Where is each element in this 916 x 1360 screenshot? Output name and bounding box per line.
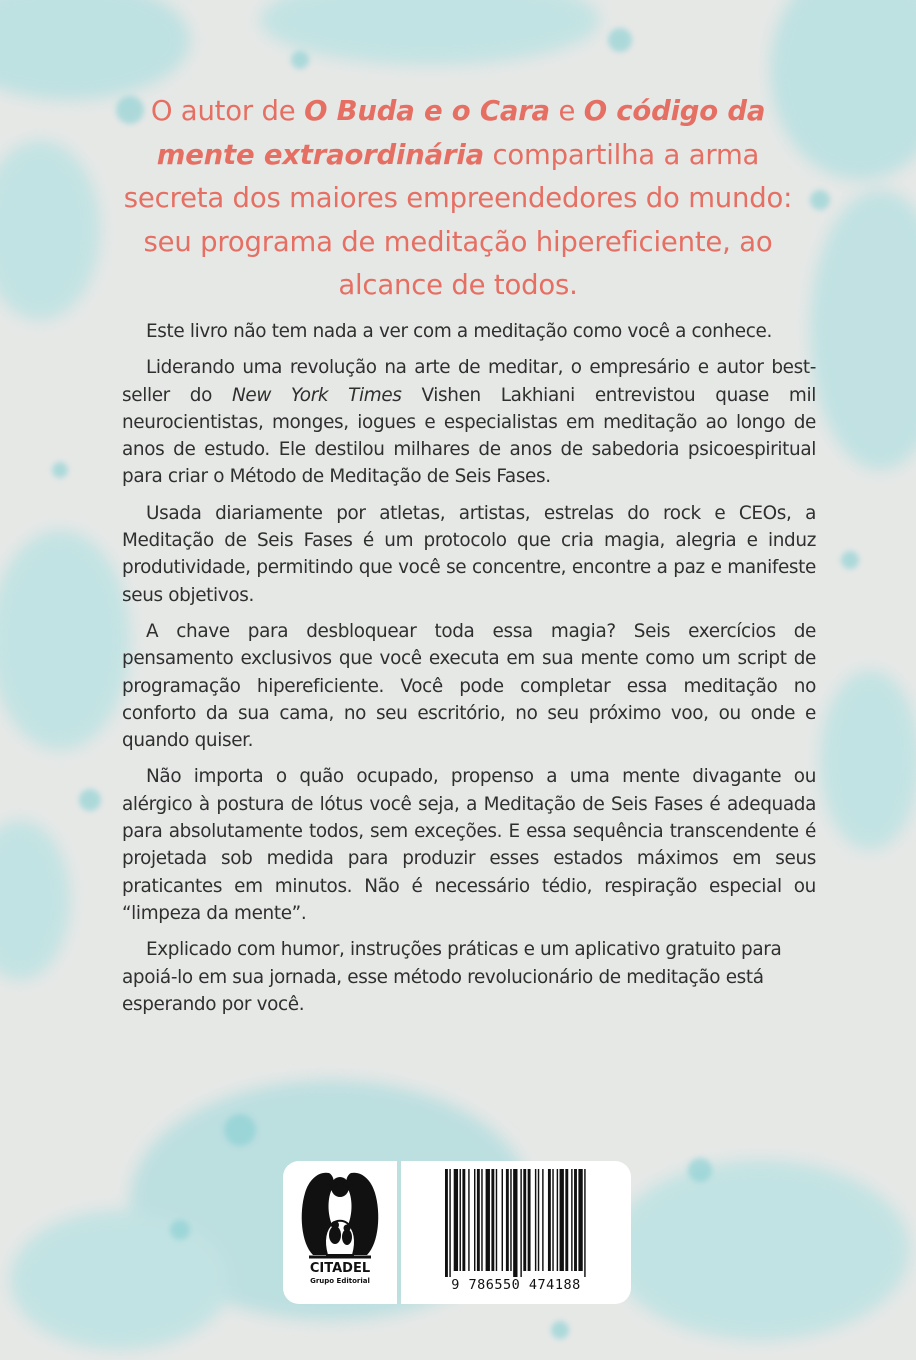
- headline-book-title-1: O Buda e o Cara: [304, 95, 550, 127]
- barcode-icon: [401, 1161, 631, 1277]
- barcode-bar: [548, 1169, 551, 1271]
- barcode-bar: [584, 1169, 585, 1277]
- paragraph-5: Não importa o quão ocupado, propenso a uma mente divagante ou alérgico à postura de lótus você seja, a Meditação de Seis Fases é adequada para absolutamente todos, sem exceções. E essa sequência transcendente é projetada sob medida para produzir esses estados máximos em seus praticantes em minutos. Não é necessário tédio, respiração especial ou “limpeza da mente”.: [122, 766, 816, 924]
- barcode-bar: [445, 1169, 448, 1277]
- publisher-logo-box: [283, 1161, 397, 1304]
- barcode-bar: [538, 1169, 539, 1271]
- barcode-bar: [460, 1169, 461, 1271]
- penguins-logo-icon: [283, 1163, 397, 1263]
- barcode-bar: [462, 1169, 465, 1271]
- barcode-bar: [574, 1169, 577, 1271]
- headline-part-2: e: [549, 95, 584, 127]
- barcode-bar: [535, 1169, 536, 1271]
- barcode-bar: [468, 1169, 469, 1271]
- barcode-bar: [542, 1169, 543, 1271]
- paragraph-2-part-b: Vishen Lakhiani entrevistou quase mil neurocientistas, monges, iogues e especialistas em meditação ao longo de anos de estudo. Ele destilou milhares de anos de sabedoria psicoespiritual para criar o Método de Meditação de Seis Fases.: [122, 384, 816, 488]
- barcode-bar: [491, 1169, 494, 1271]
- barcode-bar: [454, 1169, 458, 1271]
- publisher-name: CITADEL: [309, 1261, 371, 1276]
- barcode-bar: [560, 1169, 564, 1271]
- barcode-bar: [578, 1169, 582, 1271]
- barcode-bar: [486, 1169, 490, 1271]
- paragraph-1: Este livro não tem nada a ver com a meditação como você a conhece.: [146, 321, 772, 342]
- barcode-bar: [571, 1169, 572, 1271]
- body-text: [122, 318, 816, 1027]
- headline-book-title-2: O código da mente extraordinária: [156, 95, 766, 171]
- paragraph-6: Explicado com humor, instruções práticas e um aplicativo gratuito para apoiá-lo em sua jornada, esse método revolucionário de meditação está esperando por você.: [122, 939, 782, 1015]
- paragraph-3: Usada diariamente por atletas, artistas, estrelas do rock e CEOs, a Meditação de Seis Fases é um protocolo que cria magia, alegria e induz produtividade, permitindo que você se concentre, encontre a paz e manifeste seus objetivos.: [122, 502, 816, 606]
- barcode-bar: [565, 1169, 568, 1271]
- barcode-bar: [557, 1169, 558, 1271]
- newspaper-title: New York Times: [231, 384, 402, 406]
- barcode-bar: [528, 1169, 531, 1271]
- headline-part-1: O autor de: [150, 95, 305, 127]
- headline-part-3: compartilha a arma secreta dos maiores empreendedores do mundo: seu programa de meditação hipereficiente, ao alcance de todos.: [123, 138, 793, 301]
- paragraph-2-part-a: Liderando uma revolução na arte de meditar, o empresário e autor best-seller do: [122, 357, 816, 406]
- barcode-bar: [496, 1169, 497, 1271]
- headline: [120, 90, 796, 308]
- barcode-bar: [481, 1169, 482, 1271]
- isbn-number: 9 786550 474188: [451, 1277, 581, 1293]
- barcode-bar: [474, 1169, 475, 1271]
- barcode-bar: [523, 1169, 526, 1271]
- barcode-bar: [552, 1169, 553, 1271]
- barcode-bar: [506, 1169, 509, 1271]
- barcode-bar: [513, 1169, 517, 1277]
- barcode-bar: [510, 1169, 511, 1271]
- paragraph-4: A chave para desbloquear toda essa magia? Seis exercícios de pensamento exclusivos que você executa em sua mente como um script de programação hipereficiente. Você pode completar essa meditação no conforto da sua cama, no seu escritório, no seu próximo voo, ou onde e quando quiser.: [122, 620, 816, 752]
- paragraph-2: [122, 354, 816, 490]
- publisher-imprint: Grupo Editorial: [310, 1277, 370, 1285]
- barcode-bar: [520, 1169, 521, 1277]
- barcode-bar: [502, 1169, 503, 1271]
- barcode-bar: [477, 1169, 480, 1271]
- barcode-box: [401, 1161, 631, 1304]
- barcode-bar: [449, 1169, 450, 1277]
